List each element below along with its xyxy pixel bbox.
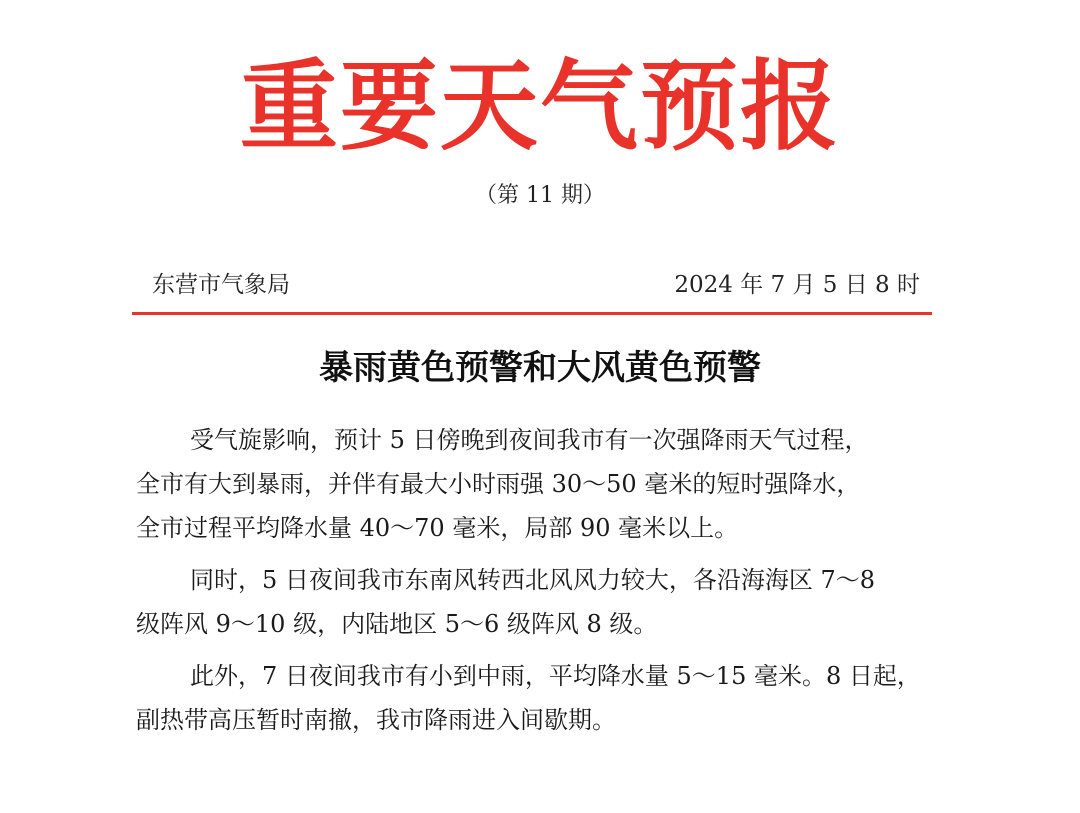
paragraph-line: 受气旋影响，预计 5 日傍晚到夜间我市有一次强降雨天气过程，: [190, 426, 869, 454]
paragraph-line: 全市有大到暴雨，并伴有最大小时雨强 30～50 毫米的短时强降水，: [136, 470, 861, 498]
issue-datetime: 2024 年 7 月 5 日 8 时: [674, 272, 920, 298]
paragraph-line: 级阵风 9～10 级，内陆地区 5～6 级阵风 8 级。: [136, 610, 658, 638]
body-text: [136, 418, 940, 750]
paragraph-line: 全市过程平均降水量 40～70 毫米，局部 90 毫米以上。: [136, 514, 739, 542]
meta-row: [152, 268, 920, 302]
masthead-title: 重要天气预报: [239, 49, 840, 164]
paragraph-line: 同时，5 日夜间我市东南风转西北风风力较大，各沿海海区 7～8: [190, 566, 876, 594]
paragraph: [136, 654, 940, 742]
issuer: 东营市气象局: [152, 272, 290, 298]
red-divider: [132, 312, 932, 315]
paragraph-line: 此外，7 日夜间我市有小到中雨，平均降水量 5～15 毫米。8 日起，: [190, 662, 921, 690]
paragraph: [136, 418, 940, 550]
paragraph: [136, 558, 940, 646]
headline: 暴雨黄色预警和大风黄色预警: [319, 348, 761, 388]
issue-number: （第 11 期）: [475, 183, 605, 208]
paragraph-line: 副热带高压暂时南撤，我市降雨进入间歇期。: [136, 706, 616, 734]
